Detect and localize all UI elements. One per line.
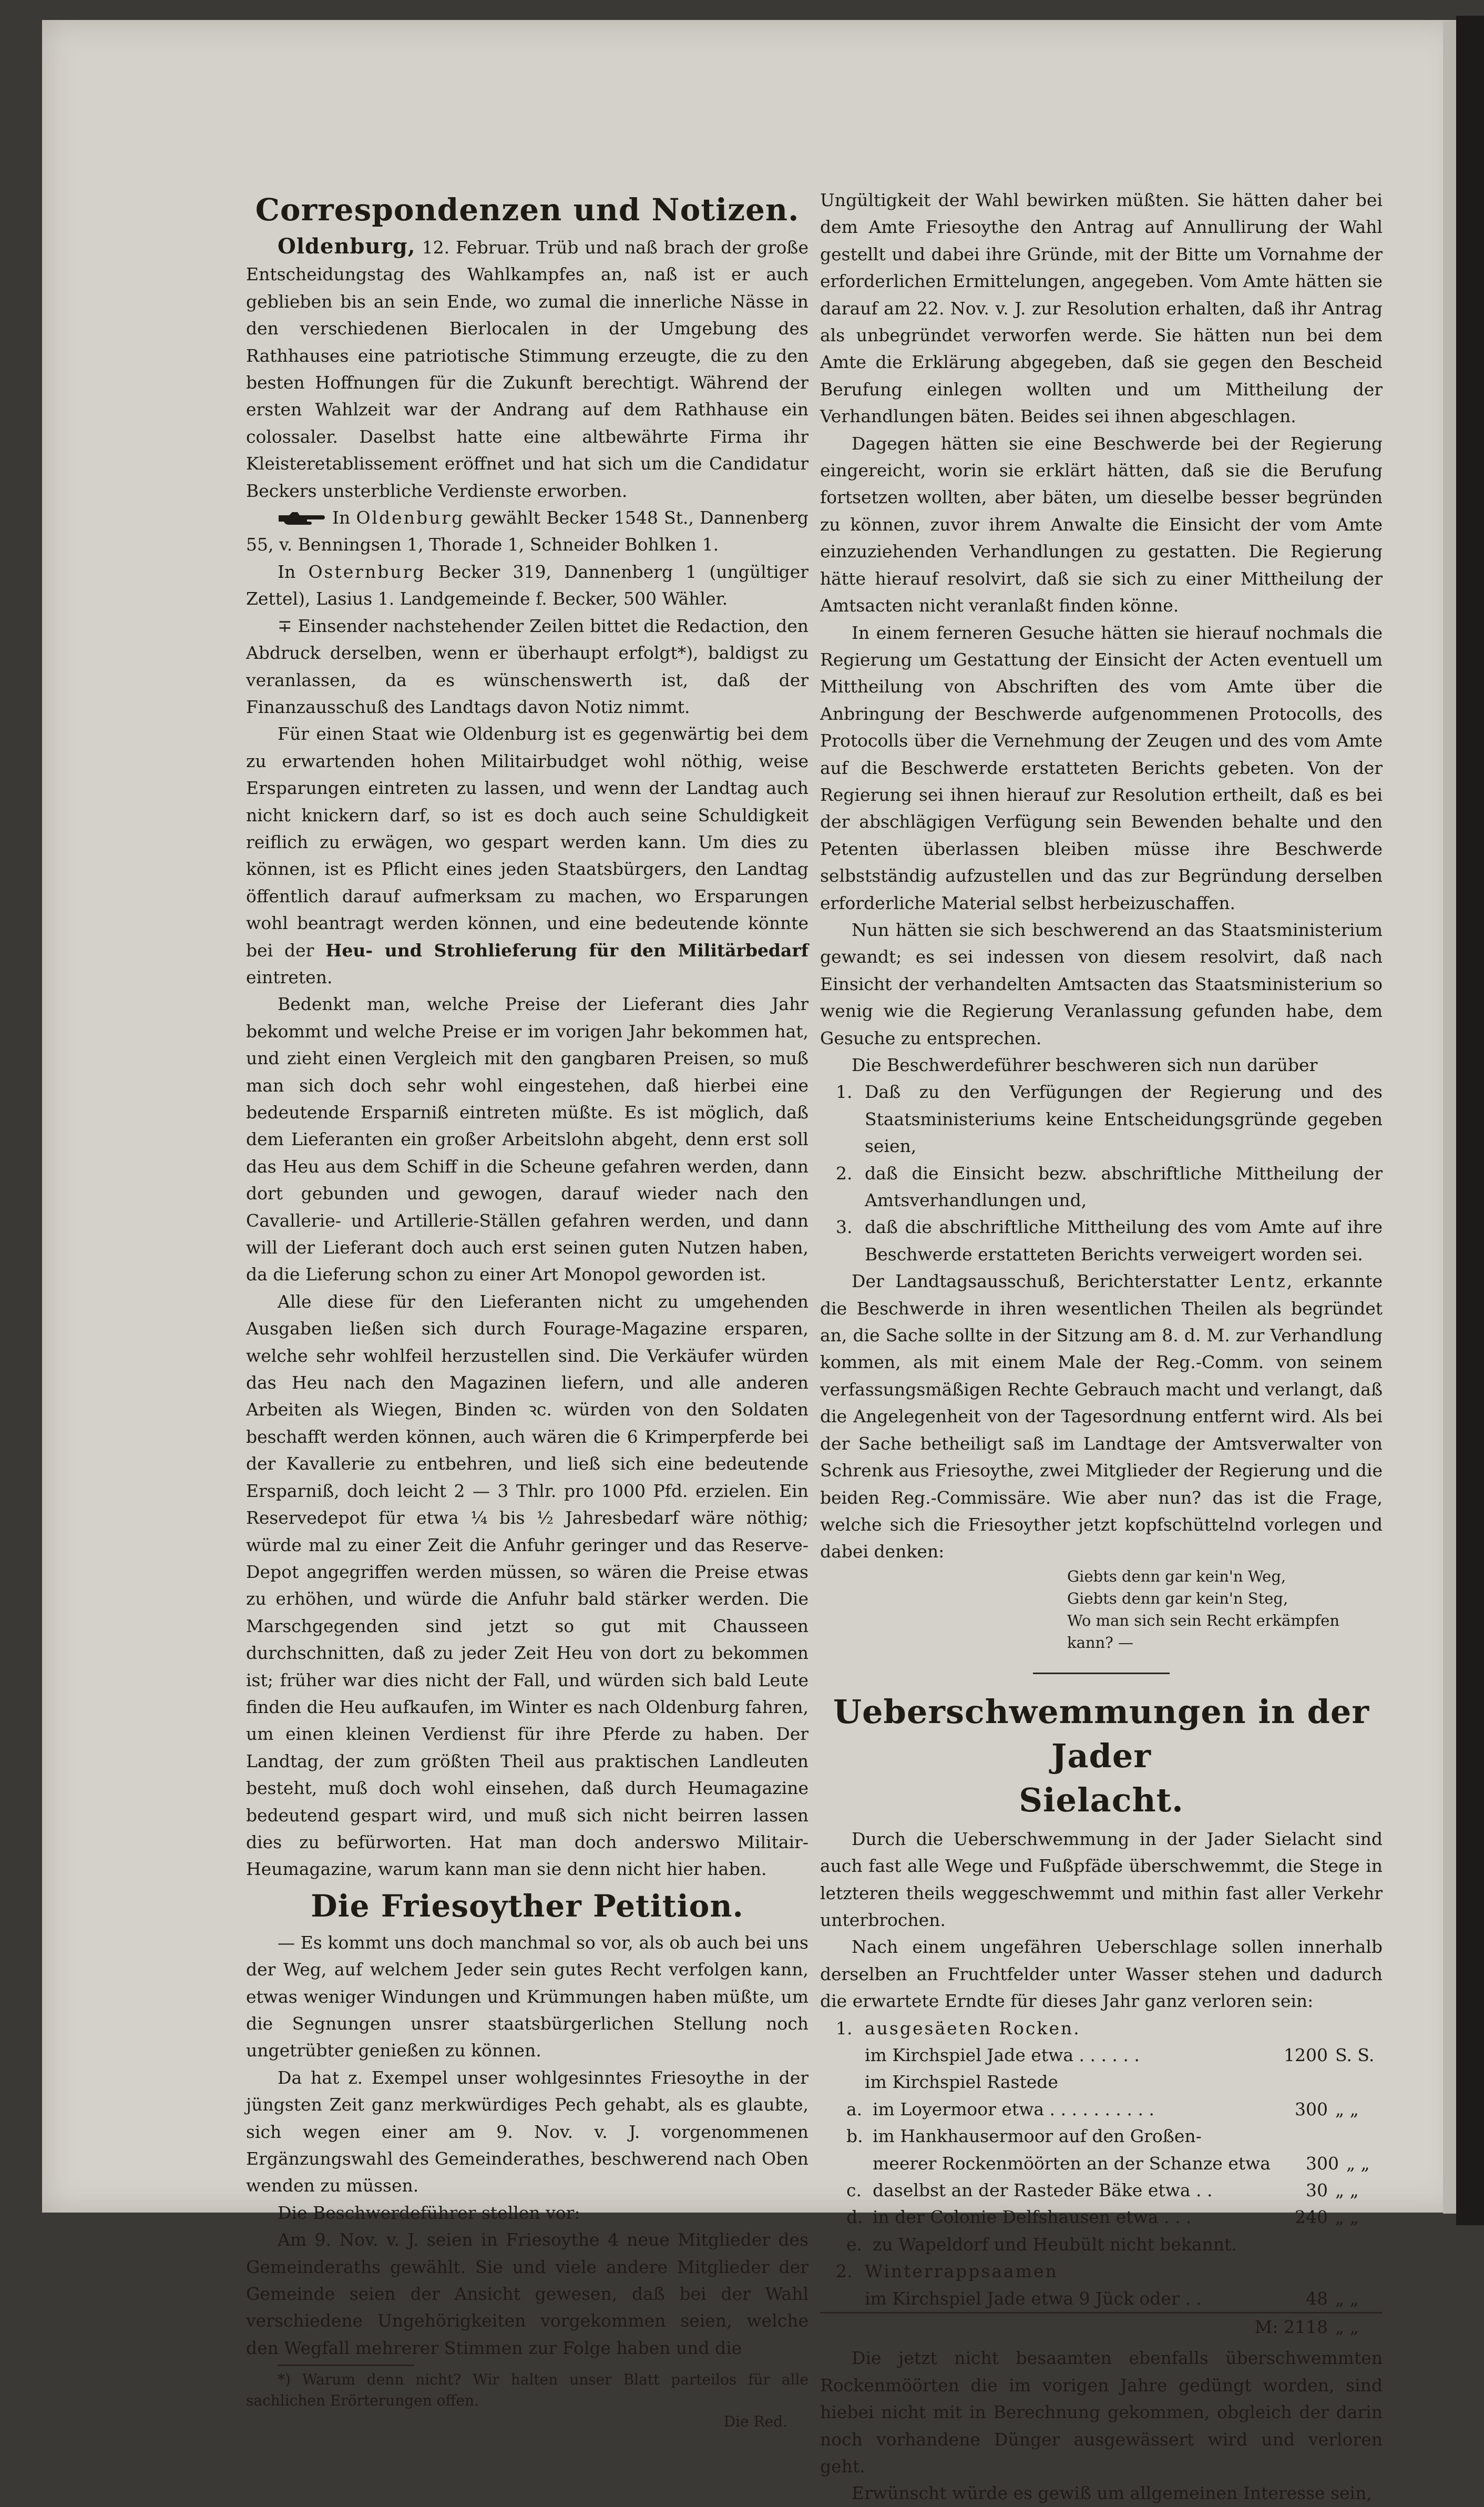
paragraph-editor-request: ∓ Einsender nachstehender Zeilen bittet die Redaction, den Abdruck derselben, wenn er überhaupt erfolgt*), baldigst zu veranlassen, da es wünschenswerth ist, daß der Finanzausschuß des Landtags davon Notiz nimmt. (246, 615, 808, 717)
left-column (246, 187, 808, 2431)
paragraph-complainants: Die Beschwerdeführer stellen vor: (278, 2202, 580, 2223)
footnote-signature: Die Red. (723, 2413, 787, 2431)
paragraph-closing: Erwünscht würde es gewiß um allgemeinen Interesse sein, (852, 2483, 1372, 2504)
table-section-header: 1. ausgesäeten Rocken. (836, 2017, 1081, 2039)
verse (820, 1565, 1383, 1654)
crop-loss-table (820, 2015, 1383, 2341)
paragraph-forage-magazines: Alle diese für den Lieferanten nicht zu umgehenden Ausgaben ließen sich durch Fourage-Magazine ersparen, welche sehr wohlfeil herzustellen sind. Die Verkäufer würden das Heu nach den Magazinen liefern, und alle anderen Arbeiten als Wiegen, Binden ꝛc. würden von den Soldaten beschafft werden können, auch wären die 6 Krimperpferde bei der Kavallerie zu entbehren, und ließ sich eine bedeutende Ersparniß, doch leicht 2 — 3 Thlr. pro 1000 Pfd. erzielen. Ein Reservedepot für etwa ¼ bis ½ Jahresbedarf wäre nöthig; würde mal zu einer Zeit die Anfuhr geringer und das Reserve-Depot angegriffen werden müssen, so wären die Preise etwas zu erhöhen, und würde die Anfuhr bald stärker werden. Die Marschgegenden sind jetzt so gut mit Chausseen durchschnitten, daß zu jeder Zeit Heu von dort zu bekommen ist; früher war dies nicht der Fall, und würden sich bald Leute finden die Heu aufkaufen, im Winter es nach Oldenburg fahren, um einen kleinen Verdienst für ihre Pferde zu haben. Der Landtag, der zum größten Theil aus praktischen Landleuten besteht, muß doch wohl einsehen, daß durch Heumagazine bedeutend gespart wird, und muß sich nicht beirren lassen dies zu befürworten. Hat man doch anderswo Militair-Heumagazine, warum kann man sie denn nicht hier haben. (246, 1291, 808, 1880)
paragraph-state-ministry: Nun hätten sie sich beschwerend an das Staatsministerium gewandt; es sei indessen von diesem resolvirt, daß nach Einsicht der verhandelten Amtsacten das Staatsministerium so wenig wie die Regierung Veranlassung gefunden habe, dem Gesuche zu entsprechen. (820, 919, 1383, 1048)
footnote-rule (278, 2365, 414, 2366)
paragraph-complaints-intro: Die Beschwerdeführer beschweren sich nun darüber (852, 1055, 1318, 1075)
table-row: meerer Rockenmöörten an der Schanze etwa 300 „ „ (873, 2153, 1370, 2174)
pointing-hand-icon (278, 511, 325, 527)
table-row: a. im Loyermoor etwa . . . . . . . . . . 300 „ „ (846, 2098, 1359, 2119)
paragraph-landtag-committee: Der Landtagsausschuß, Berichterstatter Lentz, erkannte die Beschwerde in ihren wesentlichen Theilen als begründet an, die Sache sollte in der Sitzung am 8. d. M. zur Verhandlung kommen, als mit einem Male der Reg.-Comm. von seinem verfassungsmäßigen Rechte Gebrauch macht und verlangt, daß die Angelegenheit von der Tagesordnung entfernt wird. Als bei der Sache betheiligt saß im Landtage der Amtsverwalter von Schrenk aus Friesoythe, zwei Mitglieder der Regierung und die beiden Reg.-Commissäre. Wie aber nun? das ist die Frage, welche sich die Friesoyther jetzt kopfschüttelnd vorlegen und dabei denken: (820, 1271, 1383, 1562)
right-column (820, 187, 1383, 2504)
paragraph-government-complaint: Dagegen hätten sie eine Beschwerde bei der Regierung eingereicht, worin sie erklärt hätten, daß sie die Berufung fortsetzen wollten, aber bäten, um dieselbe besser begründen zu können, zuvor ihrem Anwalte die Einsicht der vom Amte einzuziehenden Verhandlungen zu gestatten. Die Regierung hätte hierauf resolvirt, daß sie sich zu einer Mittheilung der Amtsacten nicht veranlaßt finden könne. (820, 433, 1383, 616)
paragraph-friesoythe-example: Da hat z. Exempel unser wohlgesinntes Friesoythe in der jüngsten Zeit ganz merkwürdiges Pech gehabt, als es glaubte, sich wegen einer am 9. Nov. v. J. vorgenommenen Ergänzungswahl des Gemeinderathes, beschwerend nach Oben wenden zu müssen. (246, 2067, 808, 2196)
table-row: c. daselbst an der Rasteder Bäke etwa . . 30 „ „ (846, 2180, 1359, 2200)
table-row: im Kirchspiel Rastede (865, 2072, 1058, 2093)
paragraph-invalidity: Ungültigkeit der Wahl bewirken müßten. Sie hätten daher bei dem Amte Friesoythe den Antrag auf Annullirung der Wahl gestellt und dabei ihre Gründe, mit der Bitte um Vornahme der erforderlichen Ermittelungen, angegeben. Vom Amte hätten sie darauf am 22. Nov. v. J. zur Resolution erhalten, daß ihr Antrag als unbegründet verworfen werde. Sie hätten nun bei dem Amte die Erklärung abgegeben, daß sie gegen den Bescheid Berufung einlegen wollten und um Mittheilung der Verhandlungen bäten. Beides sei ihnen abgeschlagen. (820, 190, 1383, 427)
paragraph-osternburg-results: In Osternburg Becker 319, Dannenberg 1 (ungültiger Zettel), Lasius 1. Landgemeinde f. Becker, 500 Wähler. (246, 561, 808, 609)
dateline-place: Oldenburg, (278, 234, 416, 259)
paragraph-unsown-fields: Die jetzt nicht besaamten ebenfalls überschwemmten Rockenmöörten die im vorigen Jahre gedüngt worden, sind hiebei nicht mit in Berechnung gekommen, obgleich der darin noch vorhandene Dünger ausgewässert wird und verloren geht. (820, 2348, 1383, 2477)
paragraph-oldenburg-results: In Oldenburg gewählt Becker 1548 St., Dannenberg 55, v. Benningsen 1, Thorade 1, Schneider Bohlken 1. (246, 507, 808, 555)
table-row: b. im Hankhausermoor auf den Großen- (846, 2126, 1202, 2147)
section-heading-flood: Ueberschwemmungen in der Jader Sielacht. (833, 1692, 1370, 1819)
verse-line: Wo man sich sein Recht erkämpfen kann? — (1067, 1611, 1340, 1652)
table-section-header: 2. Winterrappsaamen (836, 2261, 1058, 2282)
name-lentz: Lentz (1230, 1271, 1287, 1292)
table-row: im Kirchspiel Jade etwa . . . . . . 1200 S. S. (865, 2044, 1375, 2065)
paragraph-election: Am 9. Nov. v. J. seien in Friesoythe 4 neue Mitglieder des Gemeinderaths gewählt. Sie und viele andere Mitglieder der Gemeinde seien der Ansicht gewesen, daß bei der Wahl verschiedene Ungehörigkeiten vorgekommen seien, welche den Wegfall mehrerer Stimmen zur Folge haben und die (246, 2229, 808, 2358)
footnote: *) Warum denn nicht? Wir halten unser Blatt parteilos für alle sachlichen Erörterungen offen. (246, 2371, 808, 2410)
paragraph-friesoythe-intro: — Es kommt uns doch manchmal so vor, als ob auch bei uns der Weg, auf welchem Jeder sein gutes Recht verfolgen kann, etwas weniger Windungen und Krümmungen haben müßte, um die Segnungen unsrer staatsbürgerlichen Stellung noch ungetrübter genießen zu können. (246, 1932, 808, 2061)
paragraph-oldenburg-report (246, 233, 808, 504)
scanner-background (1456, 16, 1484, 2225)
paragraph-flood-intro: Durch die Ueberschwemmung in der Jader Sielacht sind auch fast alle Wege und Fußpfäde überschwemmt, die Stege in letzteren theils weggeschwemmt und mithin fast aller Verkehr unterbrochen. (820, 1828, 1383, 1930)
verse-line: Giebts denn gar kein'n Weg, (1067, 1567, 1286, 1585)
list-item: 1. Daß zu den Verfügungen der Regierung und des Staatsministeriums keine Entscheidungsgründe gegeben seien, (836, 1082, 1383, 1157)
place-osternburg: Osternburg (308, 561, 426, 582)
verse-line: Giebts denn gar kein'n Steg, (1067, 1589, 1288, 1607)
section-rule (1033, 1673, 1170, 1674)
list-item: 2. daß die Einsicht bezw. abschriftliche Mittheilung der Amtsverhandlungen und, (836, 1163, 1383, 1211)
paragraph-text: 12. Februar. Trüb und naß brach der große Entscheidungstag des Wahlkampfes an, naß ist er auch geblieben bis an sein Ende, wo zumal die innerliche Nässe in den verschiedenen Bierlocalen in der Umgebung des Rathhauses eine patriotische Stimmung erzeugte, die zu den besten Hoffnungen für die Zukunft berechtigt. Während der ersten Wahlzeit war der Andrang auf dem Rathhause ein colossaler. Daselbst hatte eine altbewährte Firma ihr Kleisteretablissement eröffnet und hat sich um die Candidatur Beckers unsterbliche Verdienste erworben. (246, 237, 808, 501)
table-row: e. zu Wapeldorf und Heubült nicht bekannt. (846, 2234, 1237, 2255)
emphasis-hay-supply: Heu- und Strohlieferung für den Militärbedarf (325, 940, 808, 961)
section-heading-friesoythe: Die Friesoyther Petition. (311, 1888, 744, 1924)
place-oldenburg: Oldenburg (356, 507, 465, 528)
table-row: d. in der Colonie Delfshausen etwa . . . 240 „ „ (846, 2207, 1359, 2228)
section-heading-correspondence: Correspondenzen und Notizen. (255, 192, 800, 228)
paragraph-military-budget: Für einen Staat wie Oldenburg ist es gegenwärtig bei dem zu erwartenden hohen Militairbudget wohl nöthig, weise Ersparungen eintreten zu lassen, und wenn der Landtag auch nicht knickern darf, so ist es doch auch seine Schuldigkeit reiflich zu erwägen, wo gespart werden kann. Um dies zu können, ist es Pflicht eines jeden Staatsbürgers, den Landtag öffentlich darauf aufmerksam zu machen, wo Ersparungen wohl beantragt werden können, und eine bedeutende könnte bei der Heu- und Strohlieferung für den Militärbedarf eintreten. (246, 723, 808, 987)
paragraph-flood-estimate: Nach einem ungefähren Ueberschlage sollen innerhalb derselben an Fruchtfelder unter Wasser stehen und dadurch die erwartete Erndte für dieses Jahr ganz verloren sein: (820, 1937, 1383, 2012)
paragraph-supplier-prices: Bedenkt man, welche Preise der Lieferant dies Jahr bekommt und welche Preise er im vorigen Jahr bekommen hat, und zieht einen Vergleich mit den gangbaren Preisen, so muß man sich doch sehr wohl eingestehen, daß hierbei eine bedeutende Ersparniß eintreten müßte. Es ist möglich, daß dem Lieferanten ein großer Arbeitslohn abgeht, denn erst soll das Heu aus dem Schiff in die Scheune gefahren werden, dann dort gebunden und gewogen, darauf wieder nach den Cavallerie- und Artillerie-Ställen gefahren werden, und dann will der Lieferant doch auch erst seinen guten Nutzen haben, da die Lieferung schon zu einer Art Monopol geworden ist. (246, 994, 808, 1285)
table-total-row: M: 2118 „ „ (1254, 2317, 1359, 2338)
table-row: im Kirchspiel Jade etwa 9 Jück oder . . 48 „ „ (820, 2285, 1383, 2314)
paragraph-further-request: In einem ferneren Gesuche hätten sie hierauf nochmals die Regierung um Gestattung der Einsicht der Acten eventuell um Mittheilung von Abschriften des vom Amte über die Anbringung der Beschwerde aufgenommenen Protocolls, des Protocolls über die Vernehmung der Zeugen und des vom Amte auf die Beschwerde erstatteten Berichts gebeten. Von der Regierung sei ihnen hierauf zur Resolution ertheilt, daß es bei der abschlägigen Verfügung sein Bewenden behalte und den Petenten überlassen bleiben müsse ihre Beschwerde selbstständig aufzustellen und das zur Begründung derselben erforderliche Material selbst herbeizuschaffen. (820, 622, 1383, 913)
list-item: 3. daß die abschriftliche Mittheilung des vom Amte auf ihre Beschwerde erstatteten Berichts verweigert worden sei. (836, 1217, 1383, 1265)
